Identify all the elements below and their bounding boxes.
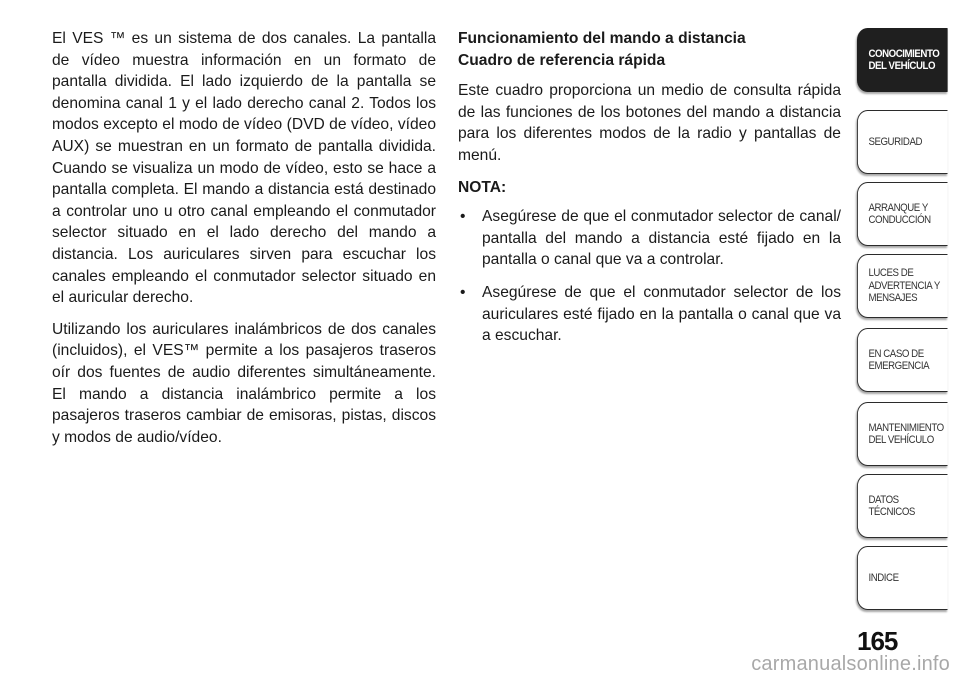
left-column [52,28,436,458]
tab-seguridad[interactable] [857,110,948,174]
list-item [458,282,841,347]
chapter-tabs [857,0,960,678]
tab-label: CONOCIMIENTO DEL VEHÍCULO [868,47,940,72]
tab-label: MANTENIMIENTO DEL VEHÍCULO [868,421,944,446]
list-item-text: Asegúrese de que el conmutador selector de canal/ pantalla del mando a distancia esté fijado en la pantalla o canal que va a controlar. [482,208,841,269]
tab-arranque-y-conduccion[interactable] [857,182,948,246]
section-subheading: Cuadro de referencia rápida [458,51,666,69]
bullet-symbol: • [460,283,466,301]
paragraph-quick-reference: Este cuadro proporciona un medio de consulta rápida de las funciones de los botones del mando a distancia para los diferentes modos de la radio y pantallas de menú. [458,82,841,164]
note-label: NOTA: [458,178,507,196]
bullet-symbol: • [460,208,466,226]
tab-label: DATOS TÉCNICOS [868,493,915,518]
note-list [458,206,841,347]
tab-label: LUCES DE ADVERTENCIA Y MENSAJES [868,267,940,305]
tab-label: SEGURIDAD [868,135,923,148]
section-heading: Funcionamiento del mando a distancia [458,30,746,47]
tab-label: INDICE [868,571,899,584]
tab-indice[interactable] [857,546,948,610]
paragraph-wireless-headphones: Utilizando los auriculares inalámbricos de dos canales (incluidos), el VES™ permite a los pasajeros traseros oír dos fuentes de audio diferentes simultáneamente. El mando a distancia inalámbrico permite a los pasajeros traseros cambiar de emisoras, pistas, discos y modos de audio/vídeo. [52,320,436,446]
right-column [458,28,841,358]
tab-luces-de-advertencia[interactable] [857,254,948,318]
tab-label: ARRANQUE Y CONDUCCIÓN [868,201,931,226]
paragraph-ves-intro: El VES ™ es un sistema de dos canales. La pantalla de vídeo muestra información en un formato de pantalla dividida. El lado izquierdo de la pantalla se denomina canal 1 y el lado derecho canal 2. Todos los modos excepto el modo de vídeo (DVD de vídeo, vídeo AUX) se muestran en un formato de pantalla dividida. Cuando se visualiza un modo de vídeo, esto se hace a pantalla completa. El mando a distancia está destinado a controlar uno u otro canal empleando el conmutador selector situado en el lado derecho del mando a distancia. Los auriculares sirven para escuchar los canales empleando el conmutador selector situado en el auricular derecho. [52,30,436,307]
tab-datos-tecnicos[interactable] [857,474,948,538]
watermark: carmanualsonline.info [751,653,950,675]
list-item [458,206,841,271]
tab-mantenimiento-del-vehiculo[interactable] [857,402,948,466]
list-item-text: Asegúrese de que el conmutador selector de los auriculares esté fijado en la pantalla o canal que va a escuchar. [482,283,841,345]
page-number: 165 [857,626,898,656]
tab-en-caso-de-emergencia[interactable] [857,328,948,392]
tab-conocimiento-del-vehiculo[interactable] [857,28,948,92]
tab-label: EN CASO DE EMERGENCIA [868,347,930,372]
